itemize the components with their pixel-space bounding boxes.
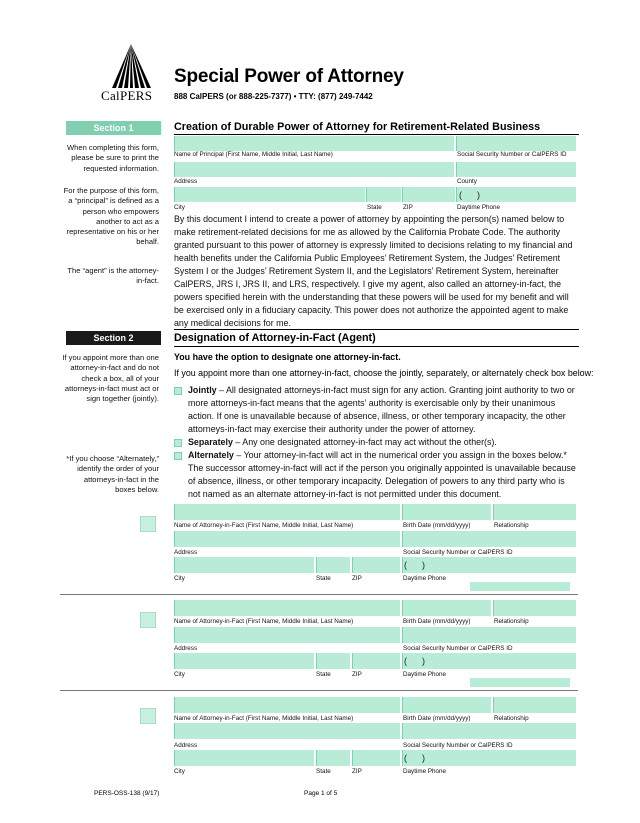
- principal-city-input[interactable]: [174, 187, 365, 202]
- alternately-title: Alternately: [188, 450, 234, 460]
- page-number: Page 1 of 5: [304, 790, 338, 797]
- principal-zip-label: ZIP: [403, 204, 413, 211]
- agent-2-name-label: Name of Attorney-in-Fact (First Name, Middle Initial, Last Name): [174, 618, 354, 625]
- agent-2-address-input[interactable]: [174, 627, 400, 643]
- jointly-option-text: [188, 384, 578, 436]
- agent-3-zip-label: ZIP: [352, 768, 362, 775]
- agent-1-phone-input[interactable]: [402, 557, 576, 573]
- agent-1-address-label: Address: [174, 549, 198, 556]
- alternately-checkbox[interactable]: [174, 452, 182, 460]
- section-2-note-1: If you appoint more than one attorney-in-fact and do not check a box, all of your attorneys-in-fact must act or sign together (jointly).: [62, 353, 159, 404]
- section-1-note-3: The “agent” is the attorney-in-fact.: [67, 266, 159, 286]
- contact-line: 888 CalPERS (or 888-225-7377) • TTY: (877) 249-7442: [174, 92, 373, 101]
- principal-county-input[interactable]: [456, 162, 576, 177]
- agent-3-phone-input[interactable]: [402, 750, 576, 766]
- principal-state-label: State: [367, 204, 382, 211]
- calpers-logo-icon: [104, 44, 158, 90]
- agent-divider-2: [60, 690, 578, 691]
- agent-2-name-input[interactable]: [174, 600, 400, 616]
- agent-2-relationship-label: Relationship: [494, 618, 529, 625]
- principal-state-input[interactable]: [366, 187, 401, 202]
- agent-3-phone-paren: ( ): [404, 753, 425, 763]
- agent-3-ssn-input[interactable]: [402, 723, 576, 739]
- principal-address-label: Address: [174, 178, 198, 185]
- agent-3-relationship-label: Relationship: [494, 715, 529, 722]
- agent-1-zip-input[interactable]: [352, 557, 400, 573]
- form-id: PERS-OSS-138 (9/17): [94, 790, 160, 797]
- agent-3-ssn-label: Social Security Number or CalPERS ID: [403, 742, 513, 749]
- separately-option-text: [188, 436, 578, 449]
- agent-3-address-label: Address: [174, 742, 198, 749]
- section-2-heading-rule: [174, 346, 579, 347]
- agent-2-phone-input[interactable]: [402, 653, 576, 669]
- section-1-paragraph: By this document I intend to create a power of attorney by appointing the person(s) named below to make retirement-related decisions for me as allowed by the California Probate Code. The authority granted pursuant to this power of attorney is expressly limited to decisions relating to my financial and health benefits under the California Public Employees’ Retirement System, the Judges’ Retirement System I or the Judges’ Retirement System II, and the Legislators’ Retirement System, hereinafter CalPERS, JRS I, JRS II, and LRS, respectively. I give my agent, also called an attorney-in-fact, the powers specified herein with the understanding that these powers will be used for my benefit and will be exercised only in a fiduciary capacity. This power does not authorize the appointed agent to make any medical decisions for me.: [174, 214, 573, 328]
- agent-2-address-label: Address: [174, 645, 198, 652]
- section-1-rule: [174, 134, 579, 135]
- agent-3-birthdate-input[interactable]: [402, 697, 491, 713]
- section-1-note-2: For the purpose of this form, a “principal” is defined as a person who empowers another to act as a representative on his or her behalf.: [63, 186, 159, 247]
- agent-2-birthdate-input[interactable]: [402, 600, 491, 616]
- agent-1-phone-label: Daytime Phone: [403, 575, 447, 582]
- agent-1-zip-label: ZIP: [352, 575, 362, 582]
- agent-1-phone-extra[interactable]: [470, 582, 570, 591]
- principal-city-label: City: [174, 204, 185, 211]
- section-2-top-rule: [174, 329, 579, 330]
- option-intro: If you appoint more than one attorney-in-fact, choose the jointly, separately, or alternately check box below:: [174, 368, 594, 378]
- section-2-heading: Designation of Attorney-in-Fact (Agent): [174, 332, 376, 344]
- agent-2-phone-extra[interactable]: [470, 678, 570, 687]
- principal-name-input[interactable]: [174, 136, 454, 151]
- agent-2-relationship-input[interactable]: [493, 600, 576, 616]
- separately-title: Separately: [188, 437, 233, 447]
- agent-3-state-input[interactable]: [316, 750, 350, 766]
- section-1-heading: Creation of Durable Power of Attorney for Retirement-Related Business: [174, 121, 541, 133]
- agent-2-state-input[interactable]: [316, 653, 350, 669]
- principal-phone-label: Daytime Phone: [457, 204, 501, 211]
- agent-3-zip-input[interactable]: [352, 750, 400, 766]
- agent-2-city-label: City: [174, 671, 185, 678]
- principal-county-label: County: [457, 178, 477, 185]
- agent-1-state-label: State: [316, 575, 331, 582]
- agent-1-city-label: City: [174, 575, 185, 582]
- section-1-note-1: When completing this form, please be sure to print the requested information.: [66, 143, 159, 173]
- agent-2-zip-label: ZIP: [352, 671, 362, 678]
- agent-3-relationship-input[interactable]: [493, 697, 576, 713]
- agent-1-name-input[interactable]: [174, 504, 400, 520]
- agent-1-birthdate-input[interactable]: [402, 504, 491, 520]
- separately-desc: – Any one designated attorney-in-fact may act without the other(s).: [232, 437, 497, 447]
- jointly-desc: – All designated attorneys-in-fact must sign for any action. Granting joint authority to two or more attorneys-in-fact means that the agents’ authority is exercisable only by their unanimous action. If one is unavailable because of absence, illness, or other temporary incapacity, the other attorneys-in-fact may exercise their authority under the power of attorney.: [188, 385, 575, 434]
- agent-3-order-box[interactable]: [140, 708, 156, 724]
- agent-divider-1: [60, 594, 578, 595]
- logo-text: CalPERS: [101, 88, 153, 103]
- agent-3-state-label: State: [316, 768, 331, 775]
- agent-3-name-label: Name of Attorney-in-Fact (First Name, Middle Initial, Last Name): [174, 715, 354, 722]
- jointly-title: Jointly: [188, 385, 217, 395]
- page-title: Special Power of Attorney: [174, 66, 404, 87]
- agent-2-city-input[interactable]: [174, 653, 314, 669]
- agent-1-address-input[interactable]: [174, 531, 400, 547]
- agent-1-relationship-label: Relationship: [494, 522, 529, 529]
- agent-2-phone-paren: ( ): [404, 656, 425, 666]
- separately-checkbox[interactable]: [174, 439, 182, 447]
- option-statement: You have the option to designate one attorney-in-fact.: [174, 352, 401, 362]
- principal-ssn-label: Social Security Number or CalPERS ID: [457, 151, 567, 158]
- alternately-option-text: [188, 449, 578, 501]
- agent-3-city-label: City: [174, 768, 185, 775]
- agent-1-city-input[interactable]: [174, 557, 314, 573]
- agent-1-relationship-input[interactable]: [493, 504, 576, 520]
- section-1-badge: Section 1: [66, 121, 161, 135]
- agent-1-name-label: Name of Attorney-in-Fact (First Name, Middle Initial, Last Name): [174, 522, 354, 529]
- agent-2-ssn-input[interactable]: [402, 627, 576, 643]
- phone-area-paren: ( ): [459, 190, 480, 200]
- alternately-desc: – Your attorney-in-fact will act in the numerical order you assign in the boxes below.* The successor attorney-in-fact will act if the person you originally appointed is unavailable because of absence, illness, or other temporary incapacity. Delegation of powers to any third party who is not named as an alternate attorney-in-fact is not permitted under this document.: [188, 450, 576, 499]
- agent-1-ssn-label: Social Security Number or CalPERS ID: [403, 549, 513, 556]
- agent-1-state-input[interactable]: [316, 557, 350, 573]
- agent-1-ssn-input[interactable]: [402, 531, 576, 547]
- agent-2-birth-label: Birth Date (mm/dd/yyyy): [403, 618, 471, 625]
- agent-3-city-input[interactable]: [174, 750, 314, 766]
- agent-2-phone-label: Daytime Phone: [403, 671, 447, 678]
- principal-zip-input[interactable]: [402, 187, 455, 202]
- agent-1-phone-paren: ( ): [404, 560, 425, 570]
- principal-address-input[interactable]: [174, 162, 454, 177]
- agent-2-zip-input[interactable]: [352, 653, 400, 669]
- agent-3-name-input[interactable]: [174, 697, 400, 713]
- section-2-note-2: *If you choose “Alternately,” identify the order of your attorneys-in-fact in the boxes below.: [66, 454, 159, 494]
- agent-3-phone-label: Daytime Phone: [403, 768, 447, 775]
- agent-2-order-box[interactable]: [140, 612, 156, 628]
- agent-1-order-box[interactable]: [140, 516, 156, 532]
- jointly-checkbox[interactable]: [174, 387, 182, 395]
- agent-3-address-input[interactable]: [174, 723, 400, 739]
- principal-name-label: Name of Principal (First Name, Middle Initial, Last Name): [174, 151, 333, 158]
- agent-3-birth-label: Birth Date (mm/dd/yyyy): [403, 715, 471, 722]
- agent-1-birth-label: Birth Date (mm/dd/yyyy): [403, 522, 471, 529]
- agent-2-ssn-label: Social Security Number or CalPERS ID: [403, 645, 513, 652]
- section-2-badge: Section 2: [66, 331, 161, 345]
- agent-2-state-label: State: [316, 671, 331, 678]
- principal-ssn-input[interactable]: [456, 136, 576, 151]
